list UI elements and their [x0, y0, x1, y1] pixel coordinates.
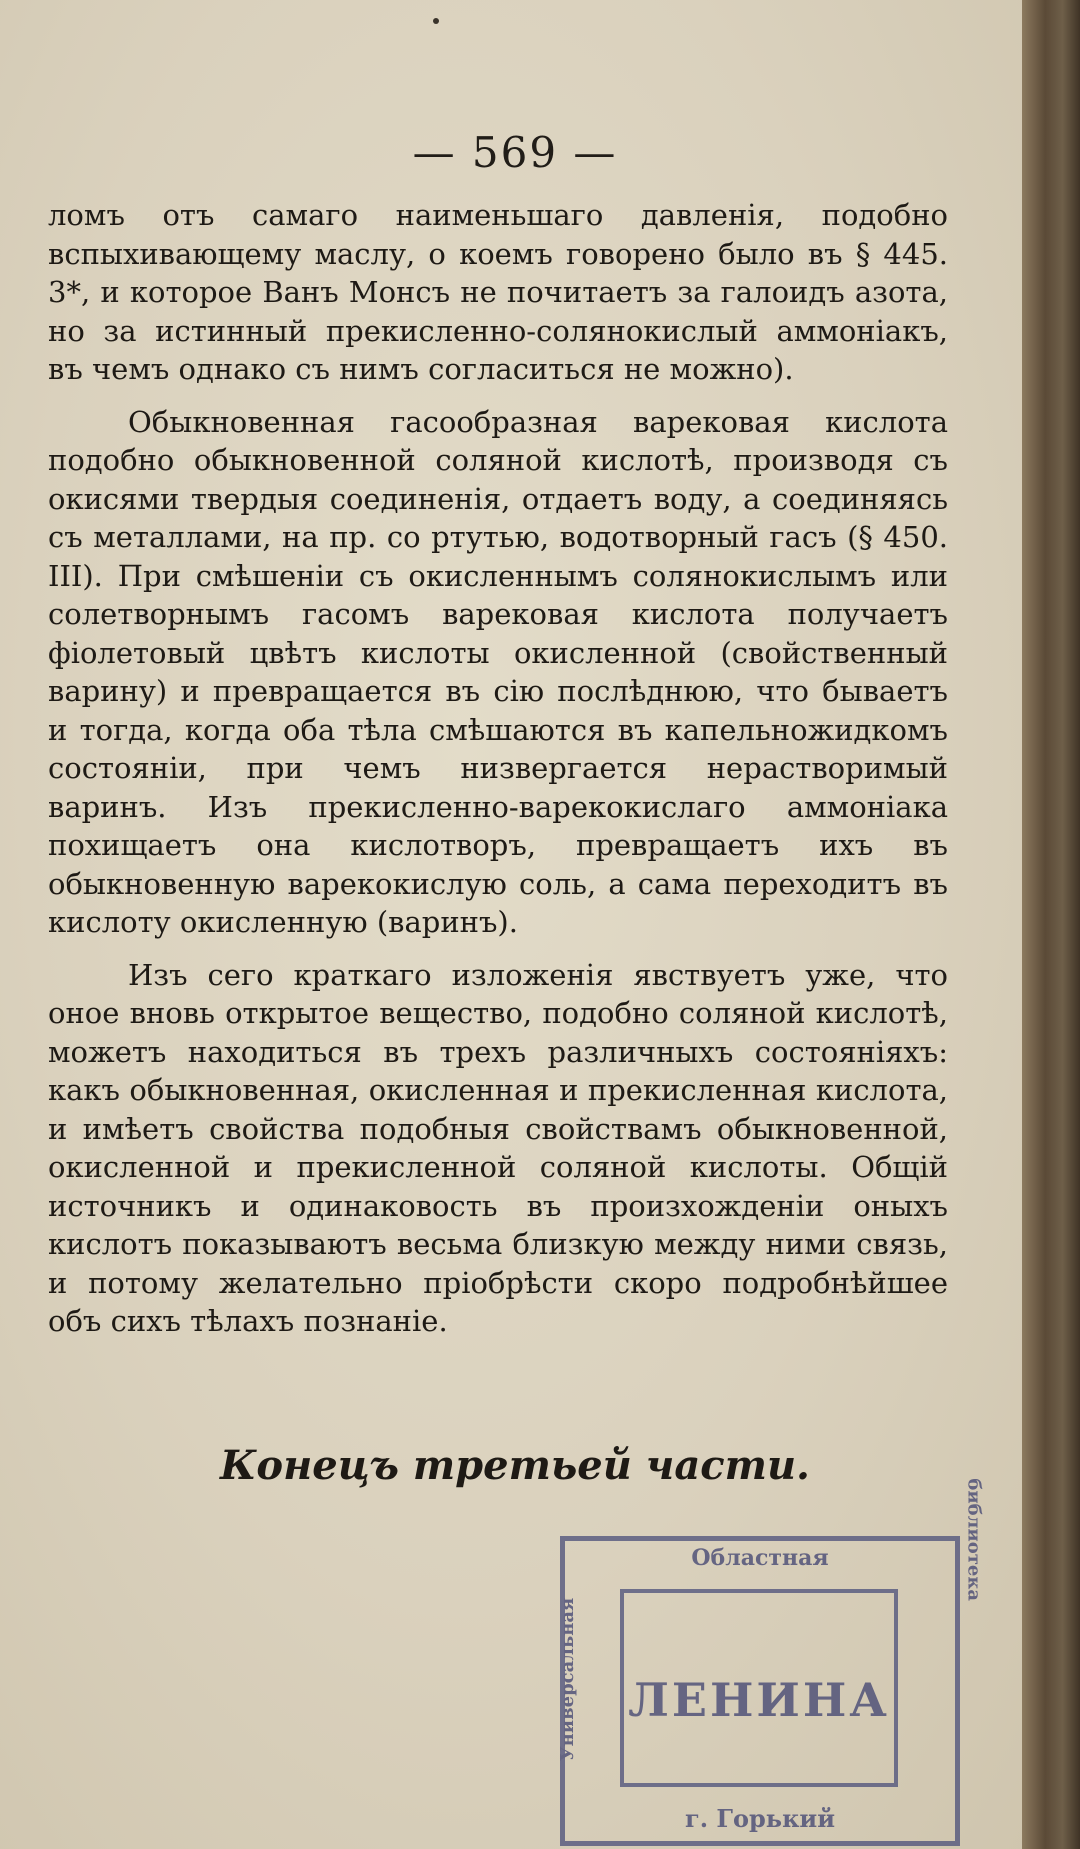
stamp-bottom-text: г. Горький — [685, 1804, 835, 1833]
stamp-left-text: Универсальная — [557, 1597, 578, 1761]
library-stamp — [557, 1478, 985, 1846]
stamp-right-text: библиотека — [964, 1478, 985, 1601]
ink-dot — [433, 18, 439, 24]
page-number: — 569 — — [412, 128, 618, 177]
end-title: Конецъ третьей части. — [220, 1442, 810, 1489]
stamp-center-text: ЛЕНИНА — [628, 1673, 890, 1727]
paragraph-2: Обыкновенная гасообразная варековая кислота подобно обыкновенной соляной кислотѣ, производя съ окисями твердыя соединенія, отдаетъ воду, а соединяясь съ металлами, на пр. со ртутью, водотворный гасъ (§ 450. III). При смѣшеніи съ окисленнымъ солянокислымъ или солетворнымъ гасомъ варековая кислота получаетъ фіолетовый цвѣтъ кислоты окисленной (свойственный варину) и превращается въ сію послѣднюю, что бываетъ и тогда, когда оба тѣла смѣшаются въ капельножидкомъ состояніи, при чемъ низвергается нерастворимый варинъ. Изъ прекисленно-варекокислаго аммоніака похищаетъ она кислотворъ, превращаетъ ихъ въ обыкновенную варекокислую соль, а сама переходитъ въ кислоту окисленную (варинъ). — [48, 404, 948, 939]
binding-edge — [1022, 0, 1080, 1849]
stamp-top-text: Областная — [691, 1545, 829, 1571]
body-text — [48, 196, 948, 1355]
stamp-inner-frame — [620, 1589, 898, 1787]
paragraph-1: ломъ отъ самаго наименьшаго давленія, подобно вспыхивающему маслу, о коемъ говорено было въ § 445. 3*, и которое Ванъ Монсъ не почитаетъ за галоидъ азота, но за истинный прекисленно-солянокислый аммоніакъ, въ чемъ однако съ нимъ согласиться не можно). — [48, 198, 948, 386]
paragraph-3: Изъ сего краткаго изложенія явствуетъ уже, что оное вновь открытое вещество, подобно соляной кислотѣ, можетъ находиться въ трехъ различныхъ состояніяхъ: какъ обыкновенная, окисленная и прекисленная кислота, и имѣетъ свойства подобныя свойствамъ обыкновенной, окисленной и прекисленной соляной кислоты. Общій источникъ и одинаковость въ произхожденіи оныхъ кислотъ показываютъ весьма близкую между ними связь, и потому желательно пріобрѣсти скоро подробнѣйшее объ сихъ тѣлахъ познаніе. — [48, 957, 948, 1338]
